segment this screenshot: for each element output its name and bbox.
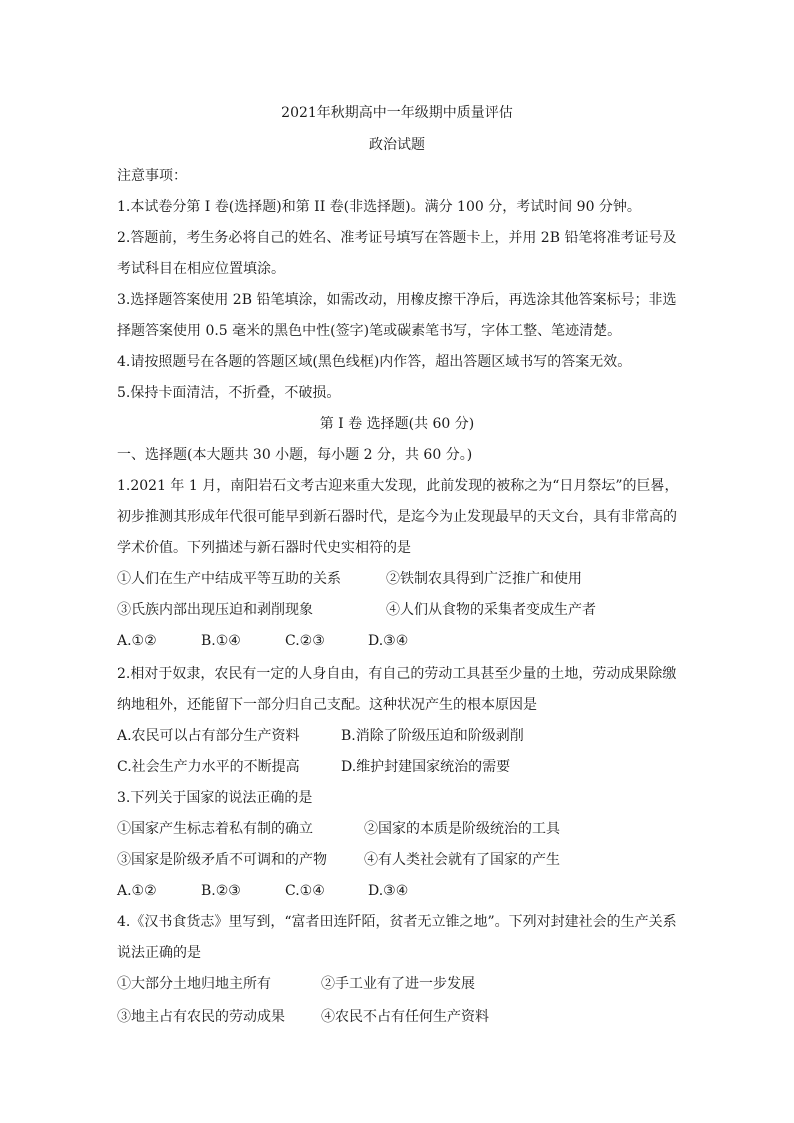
note-5: 5.保持卡面清洁，不折叠，不破损。: [117, 385, 341, 401]
exam-subject: 政治试题: [369, 137, 425, 153]
q3-choice-d: D.③④: [368, 883, 409, 899]
q1-statement-3: ③氏族内部出现压迫和剥削现象: [117, 602, 313, 618]
q2-choice-c: C.社会生产力水平的不断提高: [117, 759, 300, 775]
note-2-line-1: 2.答题前，考生务必将自己的姓名、准考证号填写在答题卡上，并用 2B 铅笔将准考证号及: [117, 230, 677, 246]
section-instruction: 一、选择题(本大题共 30 小题，每小题 2 分，共 60 分。): [117, 447, 473, 463]
q1-choice-c: C.②③: [285, 633, 325, 649]
notes-heading: 注意事项：: [117, 168, 187, 184]
q1-statement-1: ①人们在生产中结成平等互助的关系: [117, 571, 341, 587]
q1-choice-b: B.①④: [201, 633, 241, 649]
q4-statement-4: ④农民不占有任何生产资料: [321, 1009, 489, 1025]
q1-statement-4: ④人们从食物的采集者变成生产者: [386, 602, 596, 618]
q1-stem-line-1: 1.2021 年 1 月，南阳岩石文考古迎来重大发现，此前发现的被称之为“日月祭坛”的巨晷，: [117, 478, 679, 494]
q1-choice-a: A.①②: [117, 633, 157, 649]
q2-choice-a: A.农民可以占有部分生产资料: [117, 728, 300, 744]
q4-statement-3: ③地主占有农民的劳动成果: [117, 1009, 285, 1025]
section-title: 第 I 卷 选择题(共 60 分): [319, 416, 475, 432]
q3-choice-b: B.②③: [201, 883, 241, 899]
q3-choice-c: C.①④: [285, 883, 325, 899]
q3-stem: 3.下列关于国家的说法正确的是: [117, 790, 313, 806]
q2-choice-d: D.维护封建国家统治的需要: [341, 759, 511, 775]
q4-statement-1: ①大部分土地归地主所有: [117, 976, 271, 992]
q3-choice-a: A.①②: [117, 883, 157, 899]
q1-stem-line-3: 学术价值。下列描述与新石器时代史实相符的是: [117, 540, 411, 556]
q2-choice-b: B.消除了阶级压迫和阶级剥削: [341, 728, 524, 744]
q1-statement-2: ②铁制农具得到广泛推广和使用: [386, 571, 582, 587]
note-1: 1.本试卷分第 I 卷(选择题)和第 II 卷(非选择题)。满分 100 分，考试时间 90 分钟。: [117, 199, 641, 215]
q2-stem-line-1: 2.相对于奴隶，农民有一定的人身自由，有自己的劳动工具甚至少量的土地，劳动成果除缴: [117, 666, 677, 682]
note-4: 4.请按照题号在各题的答题区域(黑色线框)内作答，超出答题区域书写的答案无效。: [117, 354, 632, 370]
q1-stem-line-2: 初步推测其形成年代很可能早到新石器时代，是迄今为止发现最早的天文台，具有非常高的: [117, 509, 677, 525]
q4-stem-line-2: 说法正确的是: [117, 945, 201, 961]
q1-choice-d: D.③④: [368, 633, 409, 649]
q3-statement-1: ①国家产生标志着私有制的确立: [117, 821, 313, 837]
note-2-line-2: 考试科目在相应位置填涂。: [117, 261, 285, 277]
q3-statement-3: ③国家是阶级矛盾不可调和的产物: [117, 852, 327, 868]
q2-stem-line-2: 纳地租外，还能留下一部分归自己支配。这种状况产生的根本原因是: [117, 697, 537, 713]
q4-statement-2: ②手工业有了进一步发展: [321, 976, 475, 992]
q4-stem-line-1: 4.《汉书食货志》里写到，“富者田连阡陌，贫者无立锥之地”。下列对封建社会的生产关系: [117, 914, 677, 930]
q3-statement-4: ④有人类社会就有了国家的产生: [364, 852, 560, 868]
exam-title: 2021年秋期高中一年级期中质量评估: [281, 105, 513, 121]
note-3-line-2: 择题答案使用 0.5 毫米的黑色中性(签字)笔或碳素笔书写，字体工整、笔迹清楚。: [117, 323, 622, 339]
q3-statement-2: ②国家的本质是阶级统治的工具: [364, 821, 560, 837]
note-3-line-1: 3.选择题答案使用 2B 铅笔填涂，如需改动，用橡皮擦干净后，再选涂其他答案标号；非选: [117, 292, 677, 308]
